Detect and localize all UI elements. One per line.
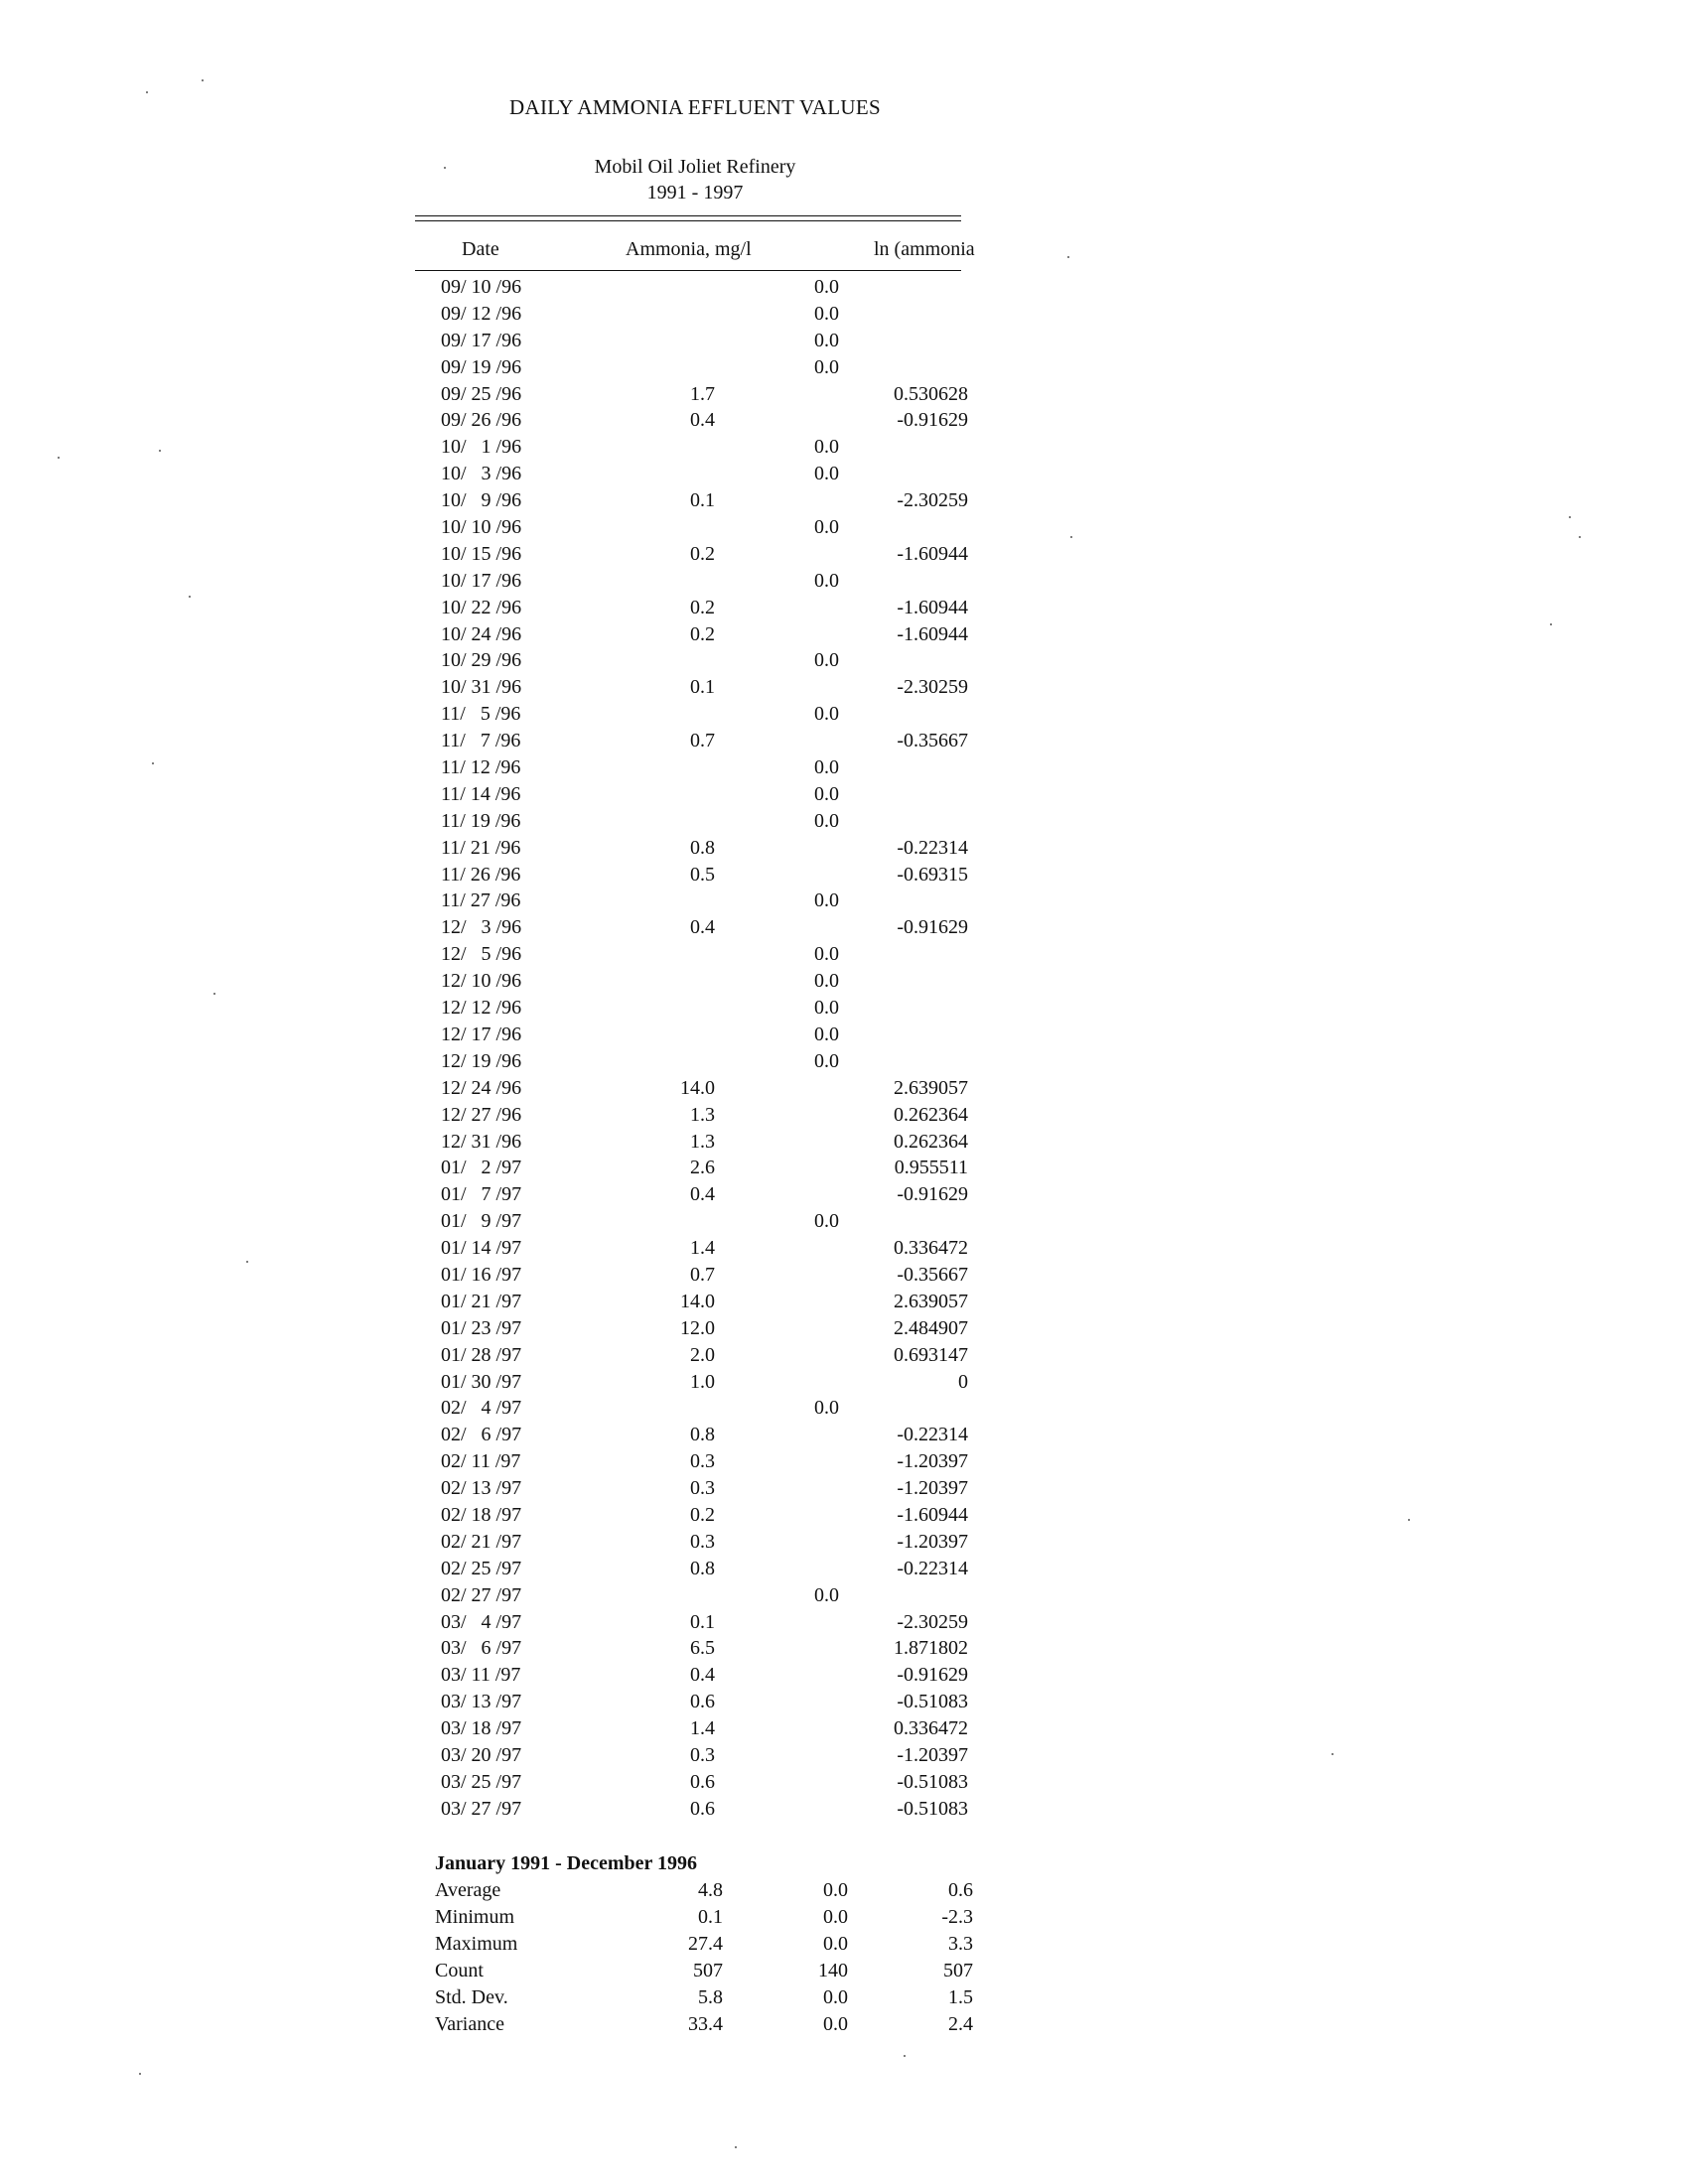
- cell-date: 02/ 6 /97: [441, 1424, 522, 1446]
- cell-ln-ammonia: -1.20397: [897, 1743, 968, 1766]
- stat-label: Variance: [435, 2013, 504, 2035]
- table-row: [0, 1210, 1684, 1237]
- cell-date: 01/ 21 /97: [441, 1290, 522, 1312]
- cell-ammonia: 2.0: [690, 1343, 715, 1366]
- stat-ln-ammonia: 1.5: [948, 1986, 973, 2008]
- cell-ammonia: 0.6: [690, 1691, 715, 1713]
- stat-ammonia: 4.8: [698, 1879, 723, 1901]
- table-row: [0, 1664, 1684, 1691]
- stats-row: [0, 2013, 1684, 2040]
- cell-ammonia: 0.1: [690, 676, 715, 699]
- cell-ammonia: 1.3: [690, 1103, 715, 1126]
- cell-ln-ammonia: -0.22314: [897, 1424, 968, 1446]
- table-row: [0, 703, 1684, 730]
- stats-row: [0, 1906, 1684, 1933]
- stat-ammonia: 0.1: [698, 1906, 723, 1928]
- cell-nondetect: 0.0: [814, 649, 839, 672]
- table-row: [0, 649, 1684, 676]
- cell-date: 01/ 9 /97: [441, 1210, 522, 1233]
- cell-date: 01/ 30 /97: [441, 1370, 522, 1393]
- table-row: [0, 623, 1684, 650]
- subtitle-refinery: Mobil Oil Joliet Refinery: [594, 156, 796, 178]
- stat-label: Average: [435, 1879, 501, 1901]
- cell-ammonia: 0.8: [690, 1557, 715, 1579]
- stat-ln-ammonia: -2.3: [941, 1906, 973, 1928]
- cell-ln-ammonia: -1.60944: [897, 596, 968, 618]
- cell-ammonia: 14.0: [680, 1290, 715, 1312]
- stat-nondetect: 0.0: [823, 2013, 848, 2035]
- table-row: [0, 1450, 1684, 1477]
- cell-ln-ammonia: 1.871802: [894, 1637, 968, 1660]
- cell-ammonia: 0.5: [690, 863, 715, 886]
- scan-speck: [444, 167, 446, 169]
- cell-ammonia: 0.3: [690, 1477, 715, 1500]
- cell-ln-ammonia: -0.69315: [897, 863, 968, 886]
- cell-nondetect: 0.0: [814, 943, 839, 966]
- cell-date: 01/ 28 /97: [441, 1343, 522, 1366]
- cell-nondetect: 0.0: [814, 302, 839, 325]
- header-bottom-rule: [415, 270, 961, 271]
- scan-speck: [246, 1261, 248, 1263]
- table-row: [0, 1424, 1684, 1450]
- cell-nondetect: 0.0: [814, 1583, 839, 1606]
- table-row: [0, 1584, 1684, 1611]
- scan-speck: [904, 2055, 906, 2057]
- cell-date: 11/ 5 /96: [441, 703, 521, 726]
- cell-date: 12/ 12 /96: [441, 997, 522, 1020]
- cell-nondetect: 0.0: [814, 889, 839, 912]
- cell-ln-ammonia: 0.262364: [894, 1130, 968, 1153]
- cell-date: 12/ 5 /96: [441, 943, 522, 966]
- table-row: [0, 276, 1684, 303]
- cell-nondetect: 0.0: [814, 1023, 839, 1045]
- stat-nondetect: 0.0: [823, 1879, 848, 1901]
- stats-heading: January 1991 - December 1996: [435, 1852, 698, 1874]
- cell-date: 03/ 6 /97: [441, 1637, 522, 1660]
- scan-speck: [189, 596, 191, 598]
- cell-date: 10/ 17 /96: [441, 569, 522, 592]
- table-row: [0, 676, 1684, 703]
- cell-date: 03/ 11 /97: [441, 1664, 521, 1687]
- cell-date: 11/ 12 /96: [441, 756, 521, 779]
- cell-date: 11/ 14 /96: [441, 782, 521, 805]
- cell-ln-ammonia: 0: [958, 1370, 968, 1393]
- cell-date: 12/ 19 /96: [441, 1049, 522, 1072]
- cell-date: 10/ 24 /96: [441, 622, 522, 645]
- stat-label: Minimum: [435, 1906, 515, 1928]
- cell-ln-ammonia: -2.30259: [897, 676, 968, 699]
- cell-ammonia: 0.3: [690, 1530, 715, 1553]
- cell-date: 11/ 7 /96: [441, 730, 521, 752]
- cell-ammonia: 0.2: [690, 542, 715, 565]
- table-row: [0, 570, 1684, 597]
- table-row: [0, 730, 1684, 756]
- stats-row: [0, 1986, 1684, 2013]
- table-row: [0, 1344, 1684, 1371]
- table-row: [0, 1397, 1684, 1424]
- stat-nondetect: 0.0: [823, 1986, 848, 2008]
- cell-date: 10/ 9 /96: [441, 489, 522, 512]
- cell-nondetect: 0.0: [814, 782, 839, 805]
- cell-ln-ammonia: 0.530628: [894, 382, 968, 405]
- table-row: [0, 1531, 1684, 1558]
- cell-date: 10/ 22 /96: [441, 596, 522, 618]
- cell-ammonia: 0.3: [690, 1450, 715, 1473]
- cell-date: 10/ 15 /96: [441, 542, 522, 565]
- column-header-ammonia: Ammonia, mg/l: [626, 238, 752, 260]
- stat-ln-ammonia: 2.4: [948, 2013, 973, 2035]
- table-row: [0, 1798, 1684, 1825]
- stat-nondetect: 140: [818, 1960, 848, 1981]
- table-row: [0, 1371, 1684, 1398]
- cell-date: 10/ 1 /96: [441, 436, 522, 459]
- table-row: [0, 1183, 1684, 1210]
- cell-date: 09/ 17 /96: [441, 329, 522, 351]
- cell-ammonia: 1.3: [690, 1130, 715, 1153]
- table-row: [0, 1558, 1684, 1584]
- cell-ln-ammonia: 0.693147: [894, 1343, 968, 1366]
- cell-ammonia: 0.1: [690, 489, 715, 512]
- cell-ammonia: 0.8: [690, 836, 715, 859]
- cell-ln-ammonia: 0.336472: [894, 1717, 968, 1740]
- cell-ammonia: 0.4: [690, 916, 715, 939]
- table-row: [0, 1771, 1684, 1798]
- cell-date: 09/ 26 /96: [441, 409, 522, 432]
- cell-date: 12/ 24 /96: [441, 1076, 522, 1099]
- table-row: [0, 1504, 1684, 1531]
- table-row: [0, 436, 1684, 463]
- scan-speck: [58, 457, 60, 459]
- document-subtitle: [427, 154, 963, 205]
- cell-ammonia: 2.6: [690, 1157, 715, 1179]
- stat-ln-ammonia: 3.3: [948, 1933, 973, 1955]
- cell-ln-ammonia: -2.30259: [897, 489, 968, 512]
- table-top-rule: [415, 215, 961, 216]
- table-row: [0, 810, 1684, 837]
- table-row: [0, 597, 1684, 623]
- scan-speck: [735, 2146, 737, 2148]
- table-row: [0, 516, 1684, 543]
- scan-speck: [1579, 536, 1581, 538]
- cell-date: 03/ 13 /97: [441, 1691, 522, 1713]
- table-row: [0, 837, 1684, 864]
- cell-ln-ammonia: 0.336472: [894, 1237, 968, 1260]
- cell-date: 11/ 26 /96: [441, 863, 521, 886]
- cell-date: 12/ 3 /96: [441, 916, 522, 939]
- table-row: [0, 1291, 1684, 1317]
- cell-nondetect: 0.0: [814, 276, 839, 298]
- cell-nondetect: 0.0: [814, 569, 839, 592]
- cell-date: 03/ 25 /97: [441, 1770, 522, 1793]
- stat-label: Count: [435, 1960, 484, 1981]
- cell-ammonia: 0.6: [690, 1770, 715, 1793]
- cell-date: 10/ 10 /96: [441, 516, 522, 539]
- table-row: [0, 916, 1684, 943]
- cell-nondetect: 0.0: [814, 355, 839, 378]
- cell-ammonia: 1.0: [690, 1370, 715, 1393]
- stat-ammonia: 5.8: [698, 1986, 723, 2008]
- stat-label: Maximum: [435, 1933, 518, 1955]
- table-row: [0, 1237, 1684, 1264]
- cell-date: 10/ 29 /96: [441, 649, 522, 672]
- cell-date: 02/ 13 /97: [441, 1477, 522, 1500]
- stat-ammonia: 27.4: [688, 1933, 723, 1955]
- table-row: [0, 1157, 1684, 1183]
- cell-ln-ammonia: -1.60944: [897, 542, 968, 565]
- cell-date: 02/ 21 /97: [441, 1530, 522, 1553]
- cell-ammonia: 0.4: [690, 1664, 715, 1687]
- cell-date: 03/ 18 /97: [441, 1717, 522, 1740]
- cell-ln-ammonia: -0.51083: [897, 1797, 968, 1820]
- cell-ln-ammonia: -0.35667: [897, 1263, 968, 1286]
- table-row: [0, 1744, 1684, 1771]
- stat-ammonia: 507: [693, 1960, 723, 1981]
- table-row: [0, 383, 1684, 410]
- stat-ln-ammonia: 0.6: [948, 1879, 973, 1901]
- cell-date: 11/ 19 /96: [441, 809, 521, 832]
- table-row: [0, 330, 1684, 356]
- stats-row: [0, 1960, 1684, 1986]
- cell-date: 12/ 17 /96: [441, 1023, 522, 1045]
- cell-date: 01/ 7 /97: [441, 1183, 522, 1206]
- stat-ammonia: 33.4: [688, 2013, 723, 2035]
- table-row: [0, 303, 1684, 330]
- cell-ln-ammonia: -0.35667: [897, 730, 968, 752]
- cell-ammonia: 12.0: [680, 1316, 715, 1339]
- data-table: [0, 276, 1684, 1825]
- cell-date: 01/ 14 /97: [441, 1237, 522, 1260]
- cell-date: 10/ 3 /96: [441, 463, 522, 485]
- table-top-rule-double: [415, 220, 961, 221]
- cell-date: 03/ 20 /97: [441, 1743, 522, 1766]
- table-row: [0, 997, 1684, 1024]
- cell-ammonia: 1.4: [690, 1717, 715, 1740]
- table-row: [0, 1477, 1684, 1504]
- table-row: [0, 864, 1684, 890]
- cell-ln-ammonia: -1.20397: [897, 1530, 968, 1553]
- cell-date: 01/ 2 /97: [441, 1157, 522, 1179]
- table-row: [0, 1691, 1684, 1717]
- cell-ln-ammonia: -2.30259: [897, 1610, 968, 1633]
- table-row: [0, 783, 1684, 810]
- cell-ln-ammonia: -0.51083: [897, 1691, 968, 1713]
- cell-ln-ammonia: -0.22314: [897, 836, 968, 859]
- cell-date: 02/ 4 /97: [441, 1397, 522, 1420]
- scan-speck: [1550, 623, 1552, 625]
- cell-ammonia: 1.4: [690, 1237, 715, 1260]
- scan-speck: [1408, 1519, 1410, 1521]
- cell-date: 02/ 18 /97: [441, 1503, 522, 1526]
- table-row: [0, 409, 1684, 436]
- scan-speck: [1569, 516, 1571, 518]
- cell-ln-ammonia: 0.262364: [894, 1103, 968, 1126]
- cell-ln-ammonia: -0.51083: [897, 1770, 968, 1793]
- table-row: [0, 1050, 1684, 1077]
- scan-speck: [1067, 256, 1069, 258]
- cell-nondetect: 0.0: [814, 1210, 839, 1233]
- cell-date: 09/ 12 /96: [441, 302, 522, 325]
- cell-ln-ammonia: -1.20397: [897, 1477, 968, 1500]
- table-row: [0, 1717, 1684, 1744]
- stats-row: [0, 1879, 1684, 1906]
- table-row: [0, 463, 1684, 489]
- column-header-ln-ammonia: ln (ammonia: [874, 238, 975, 260]
- cell-date: 09/ 19 /96: [441, 355, 522, 378]
- cell-ammonia: 6.5: [690, 1637, 715, 1660]
- scan-speck: [146, 91, 148, 93]
- cell-ammonia: 0.2: [690, 1503, 715, 1526]
- table-row: [0, 1317, 1684, 1344]
- scan-speck: [213, 993, 215, 995]
- stat-nondetect: 0.0: [823, 1906, 848, 1928]
- cell-date: 02/ 25 /97: [441, 1557, 522, 1579]
- table-row: [0, 543, 1684, 570]
- table-row: [0, 943, 1684, 970]
- document-title: DAILY AMMONIA EFFLUENT VALUES: [509, 95, 881, 119]
- cell-ln-ammonia: 2.639057: [894, 1076, 968, 1099]
- table-row: [0, 1637, 1684, 1664]
- cell-date: 12/ 10 /96: [441, 970, 522, 993]
- subtitle-years: 1991 - 1997: [646, 182, 744, 204]
- cell-ln-ammonia: -0.91629: [897, 916, 968, 939]
- cell-ammonia: 0.6: [690, 1797, 715, 1820]
- cell-ammonia: 0.4: [690, 1183, 715, 1206]
- cell-nondetect: 0.0: [814, 1049, 839, 1072]
- scan-speck: [202, 79, 204, 81]
- cell-date: 01/ 23 /97: [441, 1316, 522, 1339]
- table-row: [0, 756, 1684, 783]
- cell-nondetect: 0.0: [814, 756, 839, 779]
- table-row: [0, 1264, 1684, 1291]
- stats-row: [0, 1933, 1684, 1960]
- table-row: [0, 489, 1684, 516]
- column-header-date: Date: [462, 238, 499, 260]
- table-row: [0, 1611, 1684, 1638]
- stat-ln-ammonia: 507: [943, 1960, 973, 1981]
- cell-date: 02/ 27 /97: [441, 1583, 522, 1606]
- cell-date: 12/ 27 /96: [441, 1103, 522, 1126]
- stat-nondetect: 0.0: [823, 1933, 848, 1955]
- cell-date: 11/ 27 /96: [441, 889, 521, 912]
- cell-ln-ammonia: -0.91629: [897, 1664, 968, 1687]
- cell-ln-ammonia: -0.91629: [897, 409, 968, 432]
- cell-nondetect: 0.0: [814, 436, 839, 459]
- cell-ammonia: 0.2: [690, 596, 715, 618]
- table-row: [0, 356, 1684, 383]
- cell-ln-ammonia: -1.60944: [897, 1503, 968, 1526]
- cell-ln-ammonia: -0.91629: [897, 1183, 968, 1206]
- cell-ln-ammonia: -1.20397: [897, 1450, 968, 1473]
- cell-ln-ammonia: -0.22314: [897, 1557, 968, 1579]
- cell-ammonia: 0.2: [690, 622, 715, 645]
- cell-ln-ammonia: 0.955511: [894, 1157, 968, 1179]
- cell-nondetect: 0.0: [814, 997, 839, 1020]
- cell-ammonia: 0.8: [690, 1424, 715, 1446]
- cell-nondetect: 0.0: [814, 329, 839, 351]
- scan-speck: [1070, 536, 1072, 538]
- cell-ammonia: 0.1: [690, 1610, 715, 1633]
- cell-ln-ammonia: 2.639057: [894, 1290, 968, 1312]
- cell-nondetect: 0.0: [814, 516, 839, 539]
- cell-nondetect: 0.0: [814, 703, 839, 726]
- cell-nondetect: 0.0: [814, 463, 839, 485]
- cell-ln-ammonia: -1.60944: [897, 622, 968, 645]
- table-row: [0, 1024, 1684, 1050]
- cell-date: 02/ 11 /97: [441, 1450, 521, 1473]
- cell-ammonia: 14.0: [680, 1076, 715, 1099]
- table-row: [0, 1131, 1684, 1158]
- cell-date: 01/ 16 /97: [441, 1263, 522, 1286]
- table-row: [0, 889, 1684, 916]
- cell-ln-ammonia: 2.484907: [894, 1316, 968, 1339]
- cell-ammonia: 0.4: [690, 409, 715, 432]
- cell-date: 03/ 4 /97: [441, 1610, 522, 1633]
- table-row: [0, 1104, 1684, 1131]
- cell-ammonia: 1.7: [690, 382, 715, 405]
- cell-date: 10/ 31 /96: [441, 676, 522, 699]
- cell-date: 09/ 25 /96: [441, 382, 522, 405]
- table-row: [0, 970, 1684, 997]
- cell-date: 03/ 27 /97: [441, 1797, 522, 1820]
- cell-ammonia: 0.3: [690, 1743, 715, 1766]
- cell-date: 12/ 31 /96: [441, 1130, 522, 1153]
- scan-speck: [1332, 1753, 1333, 1755]
- scan-speck: [152, 762, 154, 764]
- cell-ammonia: 0.7: [690, 1263, 715, 1286]
- cell-ammonia: 0.7: [690, 730, 715, 752]
- cell-nondetect: 0.0: [814, 809, 839, 832]
- scan-speck: [139, 2073, 141, 2075]
- cell-date: 09/ 10 /96: [441, 276, 522, 298]
- scan-speck: [159, 450, 161, 452]
- cell-date: 11/ 21 /96: [441, 836, 521, 859]
- table-row: [0, 1077, 1684, 1104]
- cell-nondetect: 0.0: [814, 1397, 839, 1420]
- stat-label: Std. Dev.: [435, 1986, 508, 2008]
- cell-nondetect: 0.0: [814, 970, 839, 993]
